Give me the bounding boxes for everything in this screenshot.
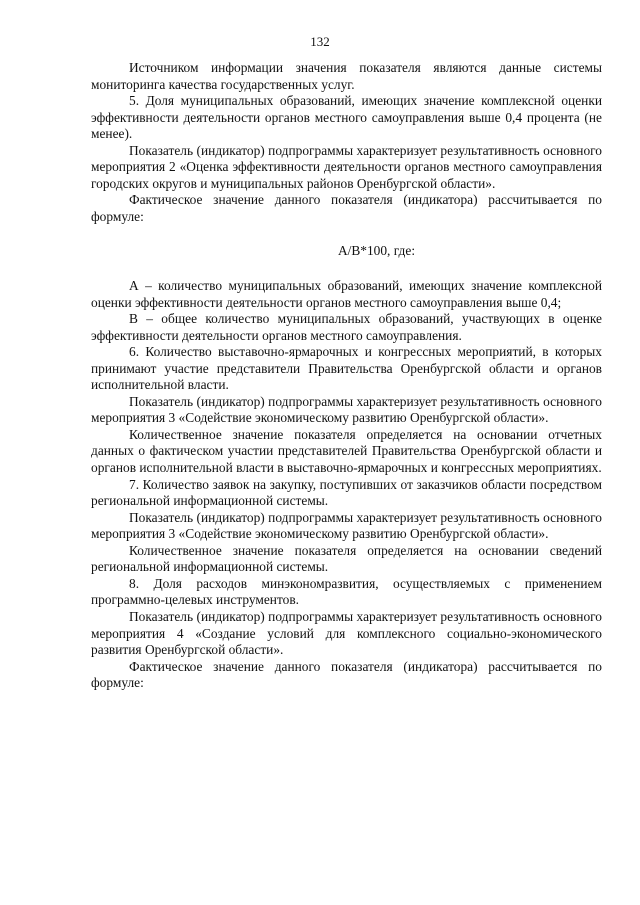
document-body: [91, 60, 602, 692]
paragraph-indicator-6-description: Показатель (индикатор) подпрограммы характеризует результативность основного мероприятия 3 «Содействие экономическому развитию Оренбургской области».: [91, 393, 602, 426]
paragraph-indicator-6: 6. Количество выставочно-ярмарочных и конгрессных мероприятий, в которых принимают участие представители Правительства Оренбургской области и органов исполнительной власти.: [91, 344, 602, 393]
page-number: 132: [310, 34, 330, 49]
paragraph-data-source: Источником информации значения показателя являются данные системы мониторинга качества государственных услуг.: [91, 60, 602, 92]
paragraph-formula-intro-2: Фактическое значение данного показателя (индикатора) рассчитывается по формуле:: [91, 658, 602, 691]
paragraph-indicator-5: 5. Доля муниципальных образований, имеющих значение комплексной оценки эффективности деятельности органов местного самоуправления выше 0,4 процента (не менее).: [91, 93, 602, 142]
paragraph-indicator-8-description: Показатель (индикатор) подпрограммы характеризует результативность основного мероприятия 4 «Создание условий для комплексного социально-экономического развития Оренбургской области».: [91, 608, 602, 658]
formula: А/В*100, где:: [337, 243, 416, 259]
paragraph-formula-var-b: В – общее количество муниципальных образований, участвующих в оценке эффективности деятельности органов местного самоуправления.: [91, 311, 602, 343]
paragraph-indicator-7-value: Количественное значение показателя определяется на основании сведений региональной информационной системы.: [91, 542, 602, 575]
paragraph-indicator-7: 7. Количество заявок на закупку, поступивших от заказчиков области посредством региональной информационной системы.: [91, 476, 602, 509]
paragraph-indicator-8: 8. Доля расходов минэкономразвития, осуществляемых с применением программно-целевых инструментов.: [91, 575, 602, 608]
paragraph-indicator-6-value: Количественное значение показателя определяется на основании отчетных данных о фактическом участии представителей Правительства Оренбургской области и органов исполнительной власти в выставочно-ярмарочных и конгрессных мероприятиях.: [91, 426, 602, 476]
paragraph-indicator-5-description: Показатель (индикатор) подпрограммы характеризует результативность основного мероприятия 2 «Оценка эффективности деятельности органов местного самоуправления городских округов и муниципальных районов Оренбургской области».: [91, 142, 602, 191]
paragraph-indicator-7-description: Показатель (индикатор) подпрограммы характеризует результативность основного мероприятия 3 «Содействие экономическому развитию Оренбургской области».: [91, 509, 602, 542]
paragraph-formula-var-a: А – количество муниципальных образований, имеющих значение комплексной оценки эффективности деятельности органов местного самоуправления выше 0,4;: [91, 278, 602, 310]
paragraph-formula-intro: Фактическое значение данного показателя (индикатора) рассчитывается по формуле:: [91, 192, 602, 224]
